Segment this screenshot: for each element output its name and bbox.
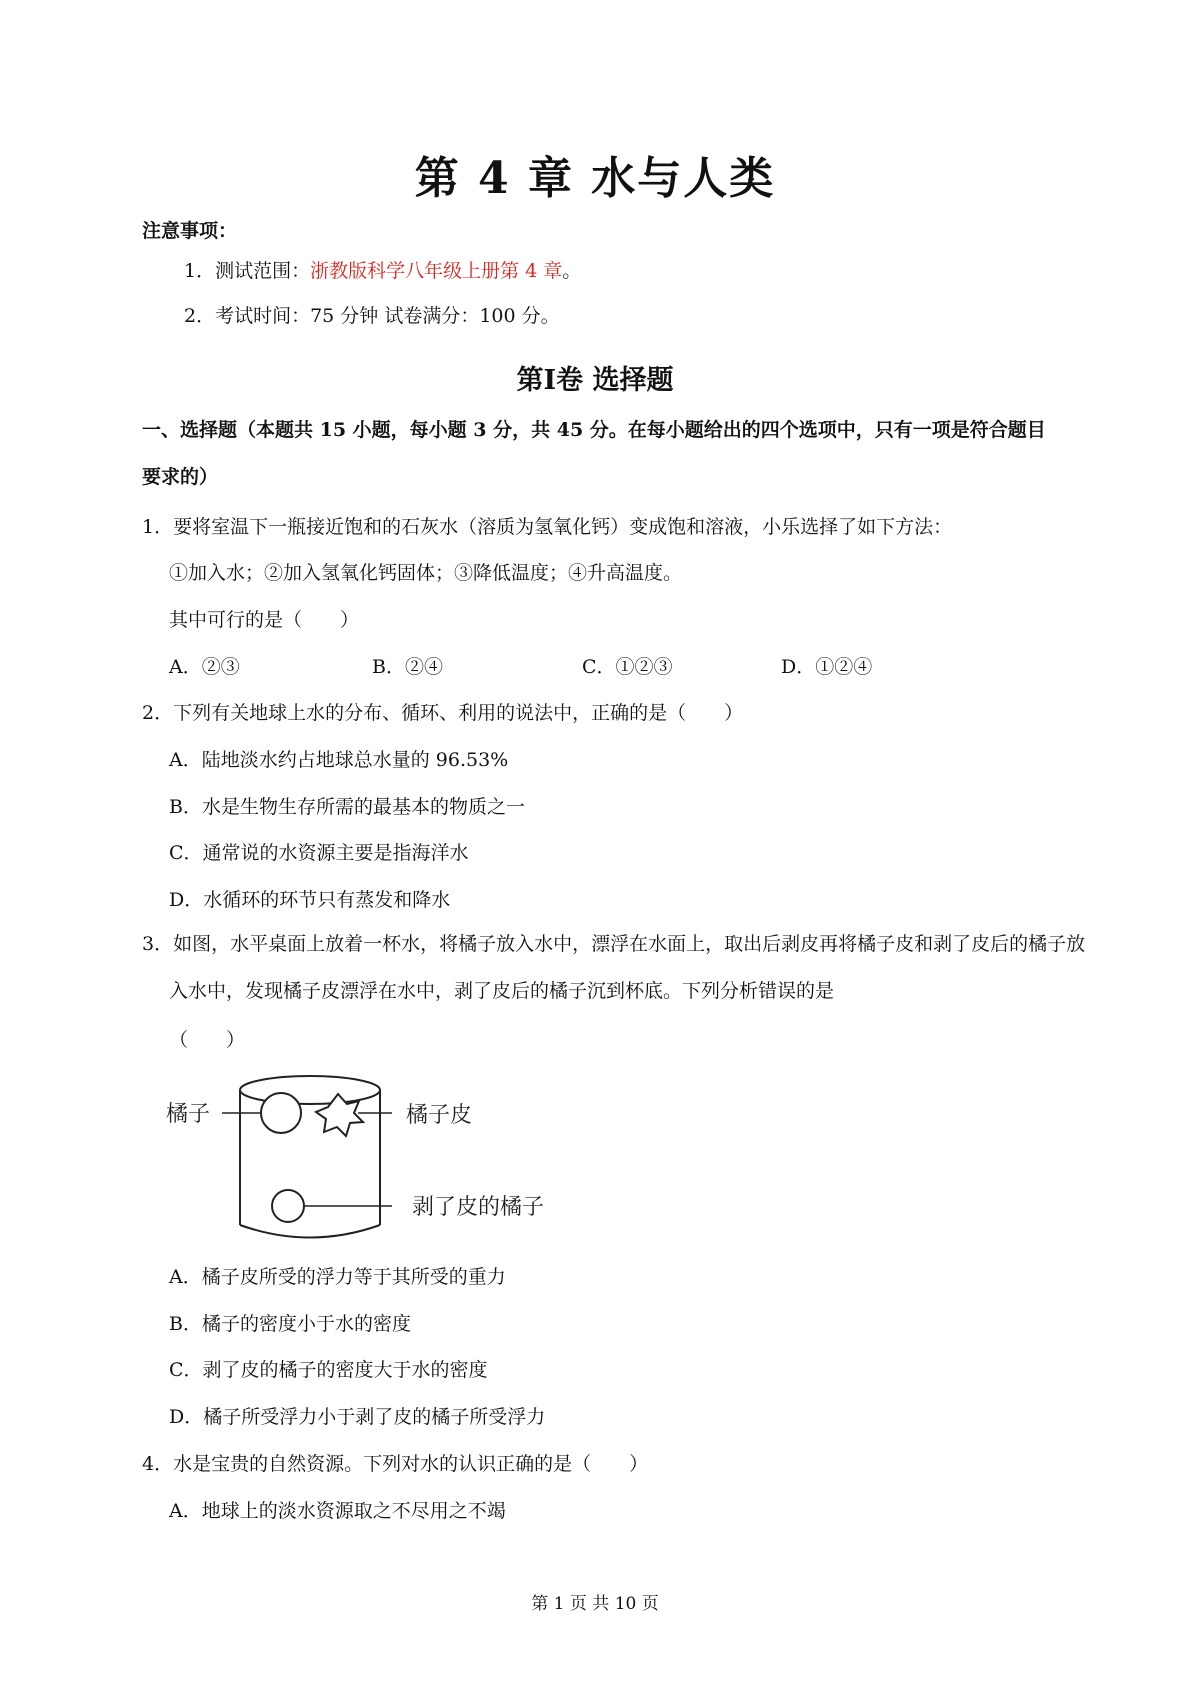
- note-item-1: [184, 256, 581, 283]
- orange-circle: [261, 1093, 301, 1133]
- label-peel: 橘子皮: [406, 1103, 473, 1128]
- q1-option-a: A．②③: [169, 656, 240, 678]
- note-item-2: 2．考试时间：75 分钟 试卷满分：100 分。: [184, 305, 560, 327]
- label-orange: 橘子: [166, 1102, 211, 1127]
- q3-option-a: A．橘子皮所受的浮力等于其所受的重力: [169, 1266, 506, 1288]
- q1-option-c: C．①②③: [582, 656, 673, 678]
- section-title: 第Ⅰ卷 选择题: [516, 365, 674, 396]
- peeled-orange-circle: [272, 1190, 304, 1222]
- cup-bottom: [240, 1225, 380, 1238]
- q1-option-d: D．①②④: [781, 656, 873, 678]
- cup-rim: [240, 1076, 380, 1104]
- label-peeled-orange: 剥了皮的橘子: [412, 1195, 545, 1220]
- q2-option-a: A．陆地淡水约占地球总水量的 96.53%: [169, 749, 509, 771]
- note-item-1-prefix: 1．测试范围：: [184, 260, 311, 282]
- q1-methods: ①加入水；②加入氢氧化钙固体；③降低温度；④升高温度。: [169, 562, 683, 584]
- note-item-1-suffix: 。: [562, 260, 582, 282]
- q3-option-d: D．橘子所受浮力小于剥了皮的橘子所受浮力: [169, 1406, 546, 1428]
- q4-option-a: A．地球上的淡水资源取之不尽用之不竭: [169, 1500, 506, 1522]
- q3-figure: [160, 1068, 580, 1248]
- q1-stem: 1．要将室温下一瓶接近饱和的石灰水（溶质为氢氧化钙）变成饱和溶液，小乐选择了如下方法：: [142, 516, 953, 538]
- page-number: 第 1 页 共 10 页: [531, 1594, 659, 1614]
- q4-stem: 4．水是宝贵的自然资源。下列对水的认识正确的是（ ）: [142, 1453, 649, 1475]
- section-description: 一、选择题（本题共 15 小题，每小题 3 分，共 45 分。在每小题给出的四个选项中，只有一项是符合题目要求的）: [142, 419, 1046, 488]
- q3-stem: 3．如图，水平桌面上放着一杯水，将橘子放入水中，漂浮在水面上，取出后剥皮再将橘子皮和剥了皮后的橘子放入水中，发现橘子皮漂浮在水中，剥了皮后的橘子沉到杯底。下列分析错误的是: [142, 933, 1086, 1002]
- q2-stem: 2．下列有关地球上水的分布、循环、利用的说法中，正确的是（ ）: [142, 702, 744, 724]
- q2-option-d: D．水循环的环节只有蒸发和降水: [169, 889, 451, 911]
- q2-option-c: C．通常说的水资源主要是指海洋水: [169, 842, 469, 864]
- page-title: 第 4 章 水与人类: [414, 153, 776, 204]
- q1-option-b: B．②④: [372, 656, 443, 678]
- notes-heading: 注意事项：: [142, 220, 238, 242]
- q1-ask: 其中可行的是（ ）: [169, 609, 360, 631]
- q3-option-c: C．剥了皮的橘子的密度大于水的密度: [169, 1359, 488, 1381]
- q2-option-b: B．水是生物生存所需的最基本的物质之一: [169, 796, 525, 818]
- note-item-1-scope: 浙教版科学八年级上册第 4 章: [310, 260, 563, 282]
- q3-paren: （ ）: [169, 1029, 246, 1051]
- q3-option-b: B．橘子的密度小于水的密度: [169, 1313, 411, 1335]
